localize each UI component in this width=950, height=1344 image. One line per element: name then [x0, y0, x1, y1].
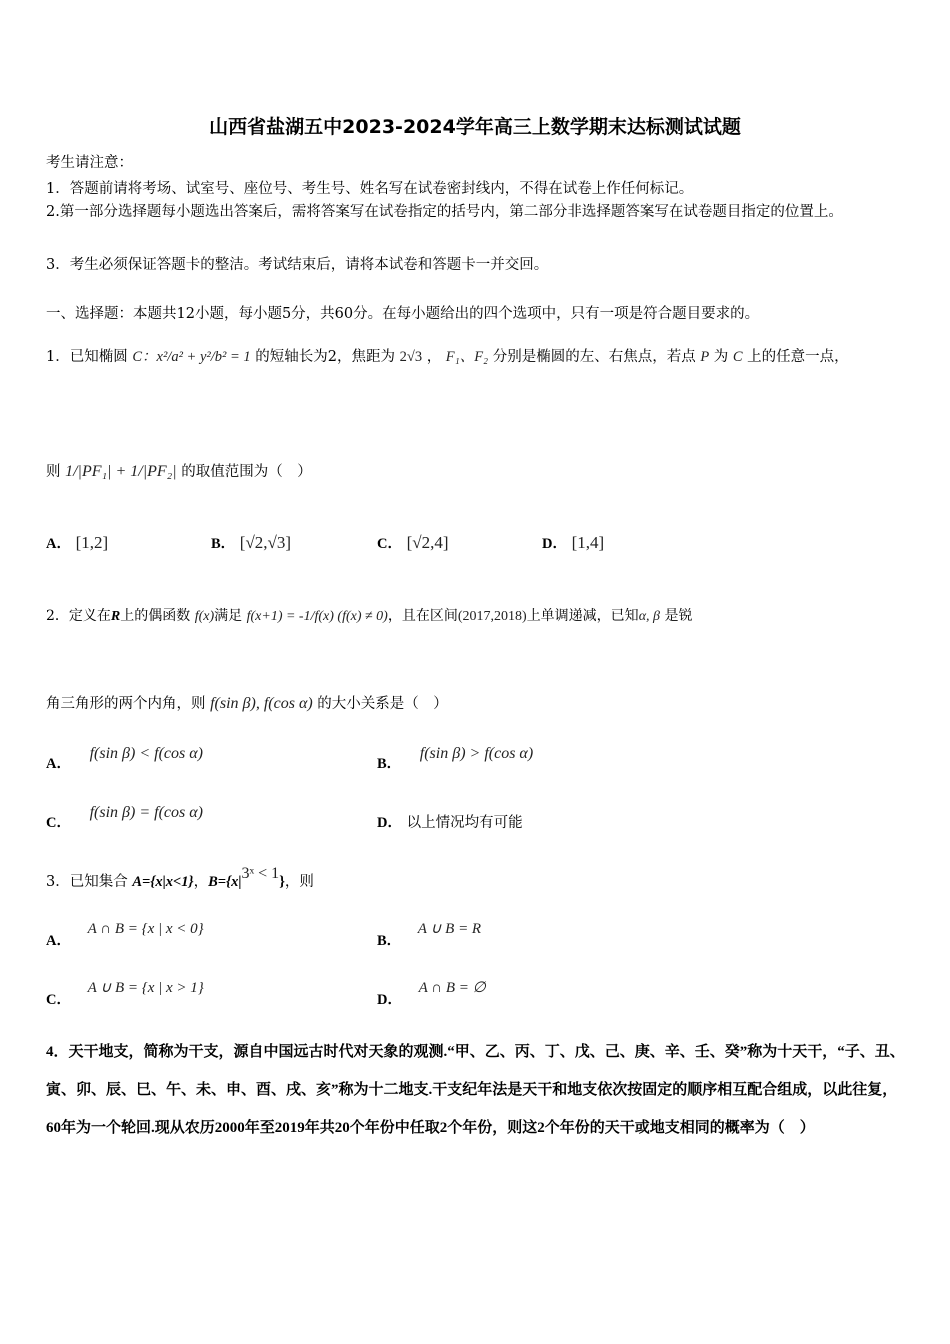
notice-heading: 考生请注意： — [46, 155, 133, 171]
notice-item-1: 1．答题前请将考场、试室号、座位号、考生号、姓名写在试卷密封线内，不得在试卷上作任何标记。 — [46, 181, 694, 197]
q3-option-a-label: A． — [46, 933, 71, 949]
q2-option-d-label: D． — [377, 815, 402, 831]
q3-text-1: 3．已知集合 — [46, 874, 133, 890]
q1-text-2: 的短轴长为2，焦距为 — [255, 349, 395, 365]
q1-text-4: 分别是椭圆的左、右焦点，若点 — [492, 349, 696, 365]
q2-option-b-math: f(sin β) > f(cos α) — [419, 745, 534, 762]
q3-option-b-math: A ∪ B = R — [417, 921, 482, 937]
q1-option-c-label: C． — [377, 536, 402, 552]
q3-option-c[interactable] — [46, 976, 204, 1008]
q2-text-7: 角三角形的两个内角，则 — [46, 696, 206, 712]
q1-expression: 1/|PF₁| + 1/|PF₂| — [65, 463, 177, 480]
q2-text-3: 满足 — [214, 608, 243, 624]
q2-option-a-label: A． — [46, 756, 71, 772]
q1-option-d-label: D． — [542, 536, 567, 552]
q3-option-d-label: D． — [377, 992, 402, 1008]
q1-point: P — [700, 349, 710, 365]
q3-set-b-close: } — [279, 874, 285, 890]
q1-option-c-math: [√2,4] — [406, 533, 449, 552]
q1-text-8: 的取值范围为（ ） — [181, 464, 312, 480]
q1-option-d[interactable] — [542, 532, 604, 553]
q1-text-1: 1．已知椭圆 — [46, 349, 128, 365]
q2-pair: f(sin β), f(cos α) — [210, 695, 313, 712]
q1-option-a-label: A． — [46, 536, 71, 552]
q3-option-c-math: A ∪ B = {x | x > 1} — [87, 980, 204, 996]
q3-option-d-math: A ∩ B = ∅ — [418, 980, 486, 996]
question-2-line-2 — [46, 692, 448, 713]
q3-set-a: A={x|x<1} — [132, 874, 194, 890]
q2-function: f(x) — [194, 609, 215, 624]
q1-option-a-math: [1,2] — [75, 533, 109, 552]
q3-option-b[interactable] — [377, 917, 482, 949]
q1-option-c[interactable] — [377, 532, 449, 553]
q2-option-c-label: C． — [46, 815, 71, 831]
q2-option-a-math: f(sin β) < f(cos α) — [89, 745, 203, 762]
q2-option-c-math: f(sin β) = f(cos α) — [89, 804, 203, 821]
q3-option-c-label: C． — [46, 992, 71, 1008]
q2-option-b-label: B． — [377, 756, 402, 772]
q2-text-6: 是锐 — [664, 608, 693, 624]
q2-option-c[interactable] — [46, 801, 203, 831]
notice-item-3: 3．考生必须保证答题卡的整洁。考试结束后，请将本试卷和答题卡一并交回。 — [46, 257, 549, 273]
q2-option-d[interactable] — [377, 811, 523, 832]
q3-text-2: ， — [193, 874, 209, 890]
q3-set-b-open: B={x| — [208, 874, 242, 890]
section-heading: 一、选择题：本题共12小题，每小题5分，共60分。在每小题给出的四个选项中，只有一项是符合题目要求的。 — [46, 306, 760, 322]
q1-foci: F₁、F₂ — [445, 349, 489, 365]
notice-item-2: 2.第一部分选择题每小题选出答案后，需将答案写在试卷指定的括号内，第二部分非选择题答案写在试卷题目指定的位置上。 — [46, 204, 843, 220]
question-4: 4．天干地支，简称为干支，源自中国远古时代对天象的观测.“甲、乙、丙、丁、戊、己、庚、辛、壬、癸”称为十天干，“子、丑、寅、卯、辰、巳、午、未、申、酉、戌、亥”称为十二地支.干支纪年法是天干和地支依次按固定的顺序相互配合组成，以此往复，60年为一个轮回.现从农历2000年至2019年共20个年份中任取2个年份，则这2个年份的天干或地支相同的概率为（ ） — [46, 1044, 905, 1136]
q1-focal-length: 2√3 — [399, 349, 423, 365]
q1-ellipse-equation: C：x²/a² + y²/b² = 1 — [132, 349, 251, 365]
q2-option-b[interactable] — [377, 742, 534, 772]
q2-text-5: 上单调递减，已知 — [526, 608, 639, 624]
q2-option-a[interactable] — [46, 742, 203, 772]
q3-option-b-label: B． — [377, 933, 402, 949]
q2-equation: f(x+1) = -1/f(x) (f(x) ≠ 0) — [246, 609, 388, 624]
q2-angles: α, β — [638, 609, 661, 624]
q1-option-b-label: B． — [211, 536, 236, 552]
q1-option-d-math: [1,4] — [571, 533, 605, 552]
question-1-line-2 — [46, 460, 312, 481]
question-1-line-1 — [46, 345, 849, 366]
q2-text-1: 2．定义在 — [46, 608, 111, 624]
q1-option-b-math: [√2,√3] — [239, 533, 292, 552]
page-title: 山西省盐湖五中2023-2024学年高三上数学期末达标测试试题 — [209, 116, 741, 138]
q3-option-d[interactable] — [377, 976, 486, 1008]
q1-curve: C — [732, 349, 743, 365]
q3-condition: 3ˣ < 1 — [241, 865, 280, 882]
q3-text-3: ，则 — [284, 874, 314, 890]
q2-real-set: R — [110, 609, 121, 624]
q2-text-4: ，且在区间 — [387, 608, 458, 624]
q1-text-6: 上的任意一点， — [747, 349, 849, 365]
q1-text-5: 为 — [713, 349, 729, 365]
q2-text-2: 上的偶函数 — [120, 608, 191, 624]
q3-option-a[interactable] — [46, 917, 204, 949]
q2-option-d-text: 以上情况均有可能 — [406, 815, 523, 831]
question-2-line-1 — [46, 605, 692, 625]
q2-interval: (2017,2018) — [457, 609, 527, 624]
q1-option-a[interactable] — [46, 532, 108, 553]
q1-option-b[interactable] — [211, 532, 291, 553]
q1-text-7: 则 — [46, 464, 61, 480]
question-3-line — [46, 865, 314, 891]
q1-text-3: ， — [426, 349, 442, 365]
q3-option-a-math: A ∩ B = {x | x < 0} — [87, 921, 204, 937]
q2-text-8: 的大小关系是（ ） — [317, 696, 448, 712]
